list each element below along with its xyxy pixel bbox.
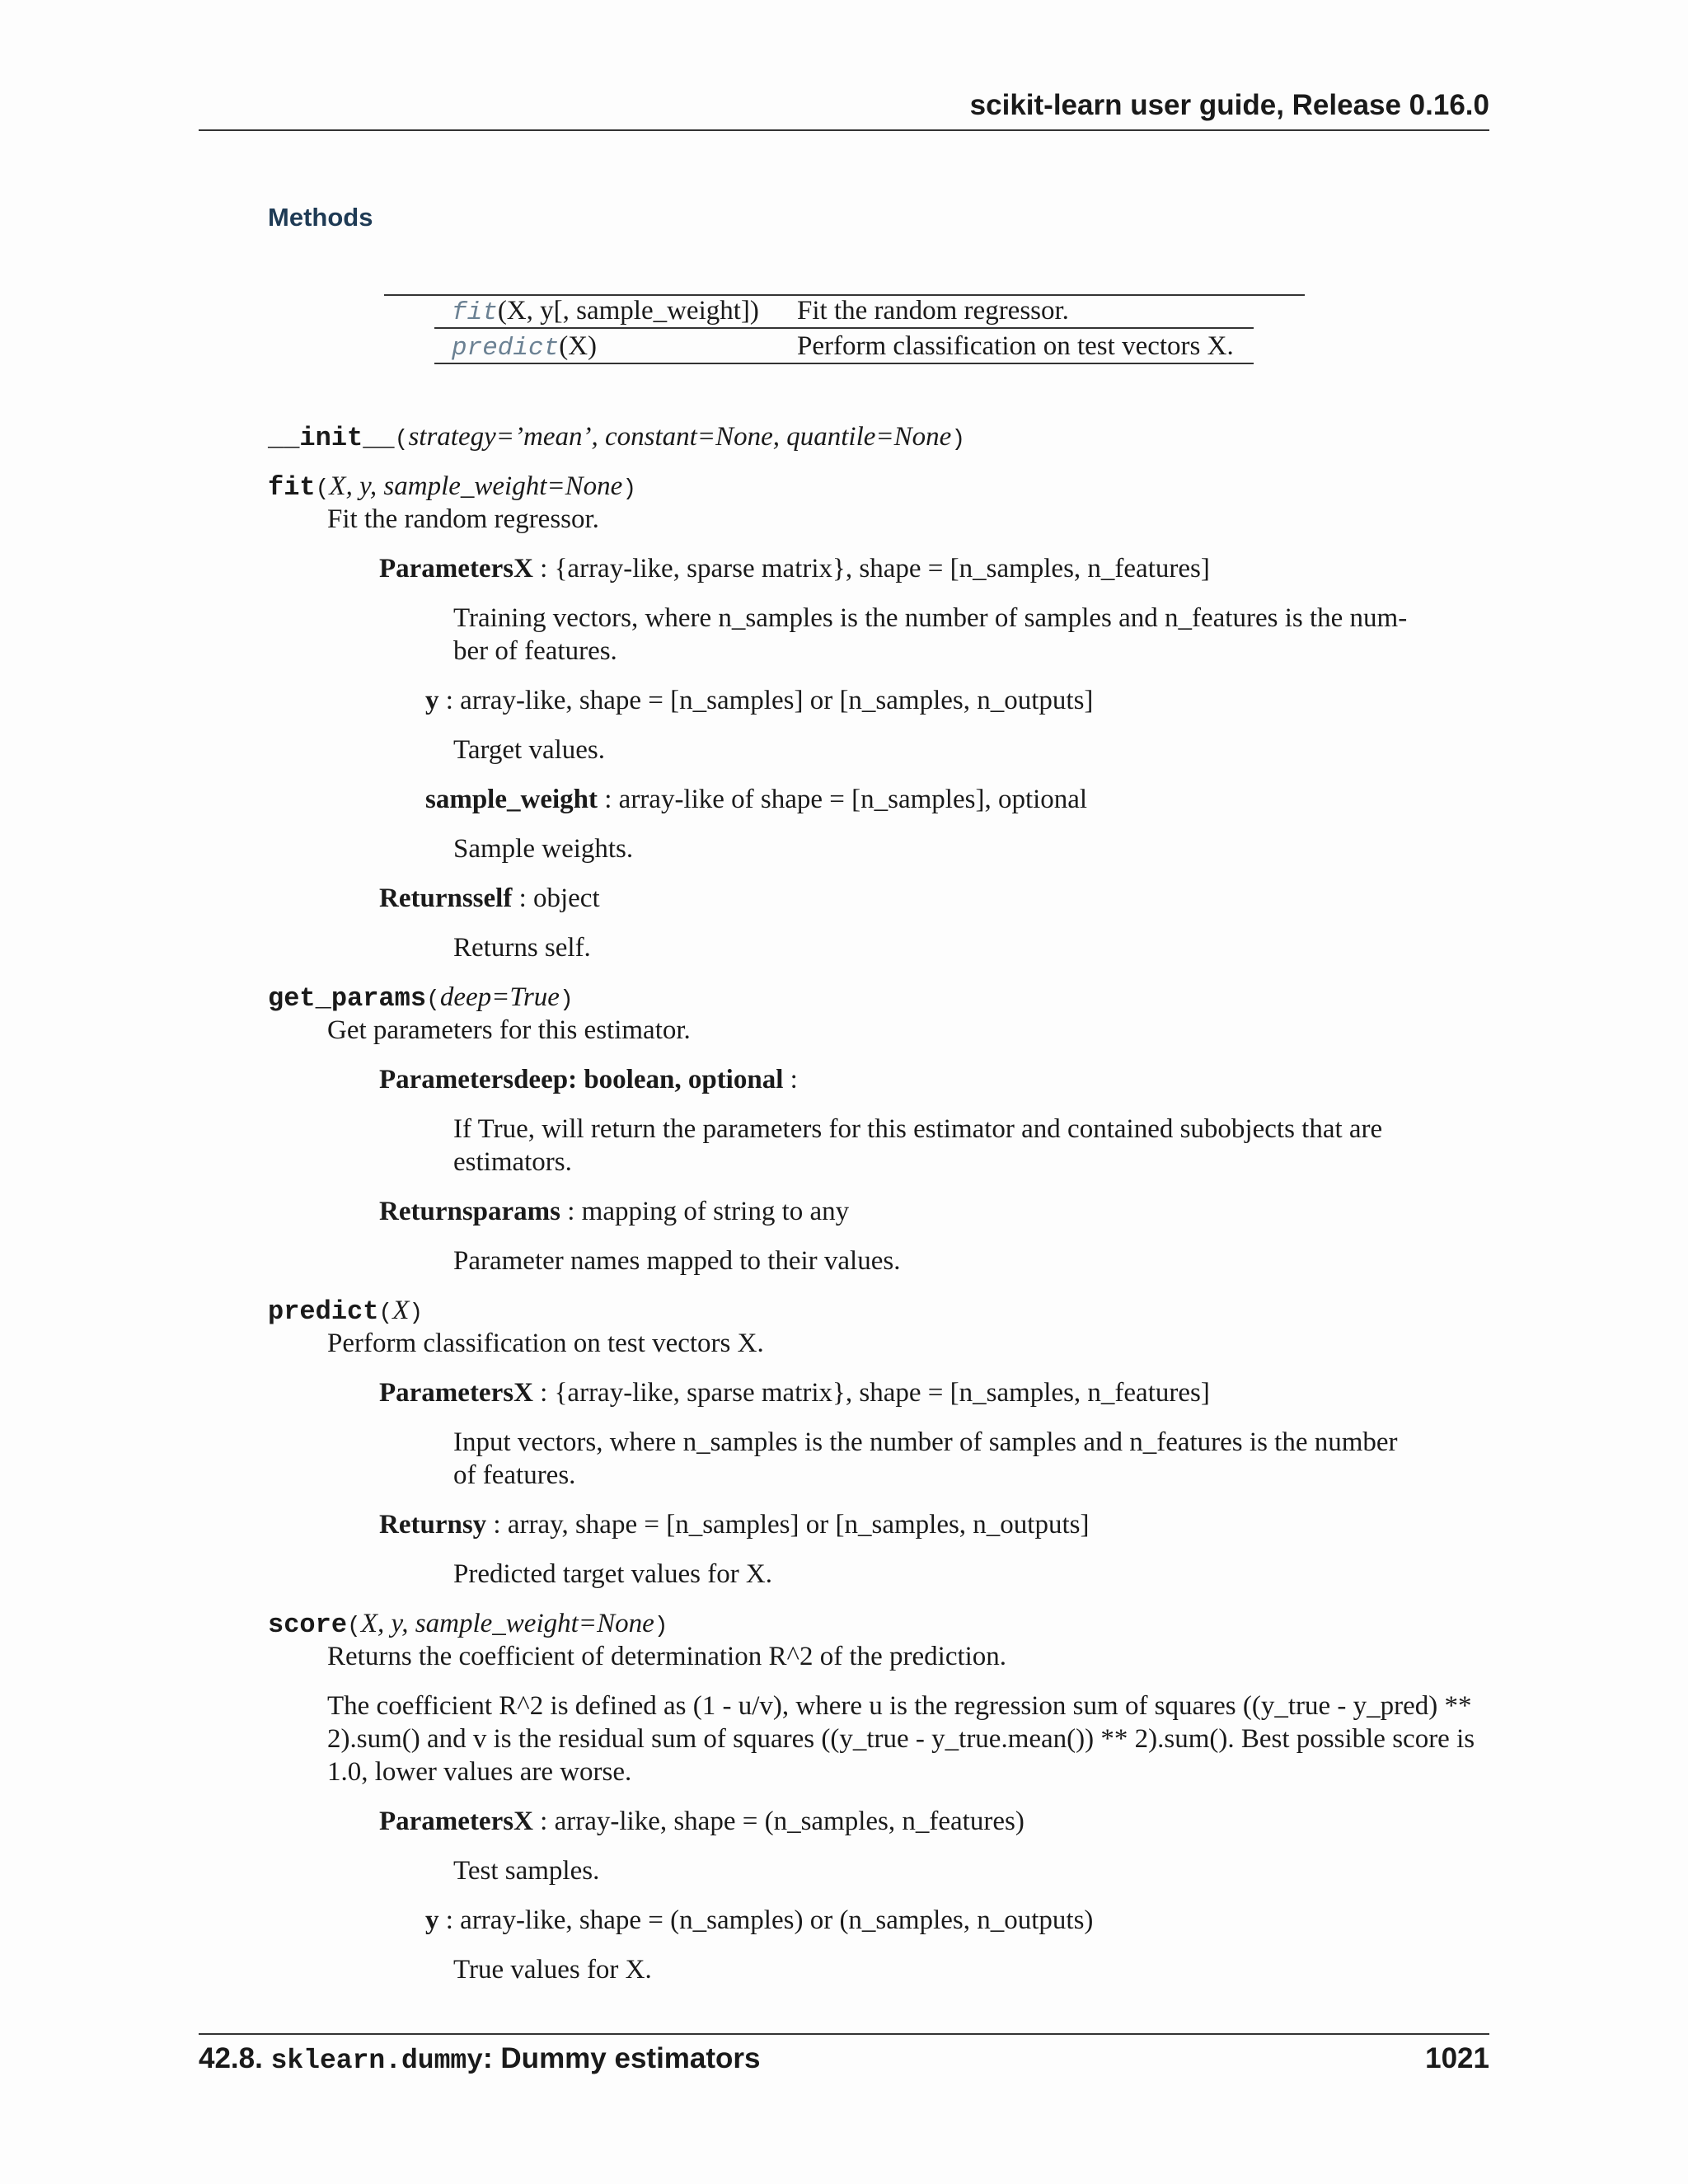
- score-param-y: y : array-like, shape = (n_samples) or (n_samples, n_outputs): [425, 1905, 1094, 1935]
- fit-param-x-desc: Training vectors, where n_samples is the number of samples and n_features is the num-: [453, 603, 1408, 633]
- predict-signature: predict(X): [268, 1296, 424, 1327]
- methods-heading: Methods: [268, 203, 373, 232]
- running-header: scikit-learn user guide, Release 0.16.0: [969, 89, 1489, 121]
- get-params-signature: get_params(deep=True): [268, 982, 574, 1014]
- page-number: 1021: [1425, 2042, 1489, 2074]
- score-signature: score(X, y, sample_weight=None): [268, 1609, 668, 1640]
- fit-returns: Returnsself : object: [379, 883, 600, 913]
- get-params-param-deep-desc-cont: estimators.: [453, 1147, 572, 1177]
- predict-param-x-desc-cont: of features.: [453, 1460, 576, 1490]
- predict-param-x: ParametersX : {array-like, sparse matrix}, shape = [n_samples, n_features]: [379, 1378, 1210, 1408]
- score-detail-line: 1.0, lower values are worse.: [327, 1757, 632, 1787]
- score-param-y-desc: True values for X.: [453, 1955, 652, 1985]
- score-summary: Returns the coefficient of determination R^2 of the prediction.: [327, 1642, 1007, 1671]
- get-params-param-deep-desc: If True, will return the parameters for this estimator and contained subobjects that are: [453, 1114, 1383, 1144]
- header-rule: [199, 129, 1489, 131]
- predict-summary: Perform classification on test vectors X.: [327, 1329, 764, 1358]
- fit-param-x: ParametersX : {array-like, sparse matrix}, shape = [n_samples, n_features]: [379, 554, 1210, 583]
- score-detail-line: The coefficient R^2 is defined as (1 - u/v), where u is the regression sum of squares ((y_true - y_pred) **: [327, 1691, 1472, 1721]
- method-description: Perform classification on test vectors X.: [797, 331, 1234, 361]
- predict-returns: Returnsy : array, shape = [n_samples] or [n_samples, n_outputs]: [379, 1510, 1090, 1540]
- score-param-x: ParametersX : array-like, shape = (n_samples, n_features): [379, 1807, 1025, 1836]
- get-params-summary: Get parameters for this estimator.: [327, 1015, 691, 1045]
- fit-param-y-desc: Target values.: [453, 735, 606, 765]
- init-signature: __init__(strategy=’mean’, constant=None, quantile=None): [268, 422, 966, 453]
- fit-method-link[interactable]: fit: [452, 298, 498, 327]
- fit-returns-desc: Returns self.: [453, 933, 591, 963]
- get-params-returns: Returnsparams : mapping of string to any: [379, 1197, 850, 1226]
- methods-table-row: fit(X, y[, sample_weight]) Fit the random regressor.: [434, 294, 1254, 329]
- footer-rule: [199, 2033, 1489, 2035]
- methods-table-row: predict(X) Perform classification on test vectors X.: [434, 330, 1254, 364]
- score-detail-line: 2).sum() and v is the residual sum of squares ((y_true - y_true.mean()) ** 2).sum(). Best possible score is: [327, 1724, 1475, 1754]
- fit-param-x-desc-cont: ber of features.: [453, 636, 617, 666]
- get-params-returns-desc: Parameter names mapped to their values.: [453, 1246, 901, 1276]
- predict-returns-desc: Predicted target values for X.: [453, 1559, 773, 1589]
- predict-param-x-desc: Input vectors, where n_samples is the number of samples and n_features is the number: [453, 1427, 1398, 1457]
- fit-summary: Fit the random regressor.: [327, 504, 599, 534]
- fit-param-sample-weight-desc: Sample weights.: [453, 834, 634, 864]
- method-description: Fit the random regressor.: [797, 296, 1069, 326]
- get-params-param-deep: Parametersdeep: boolean, optional :: [379, 1065, 798, 1094]
- footer-section-title: 42.8. sklearn.dummy: Dummy estimators: [199, 2042, 761, 2076]
- fit-param-y: y : array-like, shape = [n_samples] or [n_samples, n_outputs]: [425, 686, 1094, 715]
- predict-method-link[interactable]: predict: [452, 334, 560, 363]
- fit-param-sample-weight: sample_weight : array-like of shape = [n_samples], optional: [425, 785, 1088, 814]
- score-param-x-desc: Test samples.: [453, 1856, 600, 1886]
- fit-signature: fit(X, y, sample_weight=None): [268, 471, 637, 503]
